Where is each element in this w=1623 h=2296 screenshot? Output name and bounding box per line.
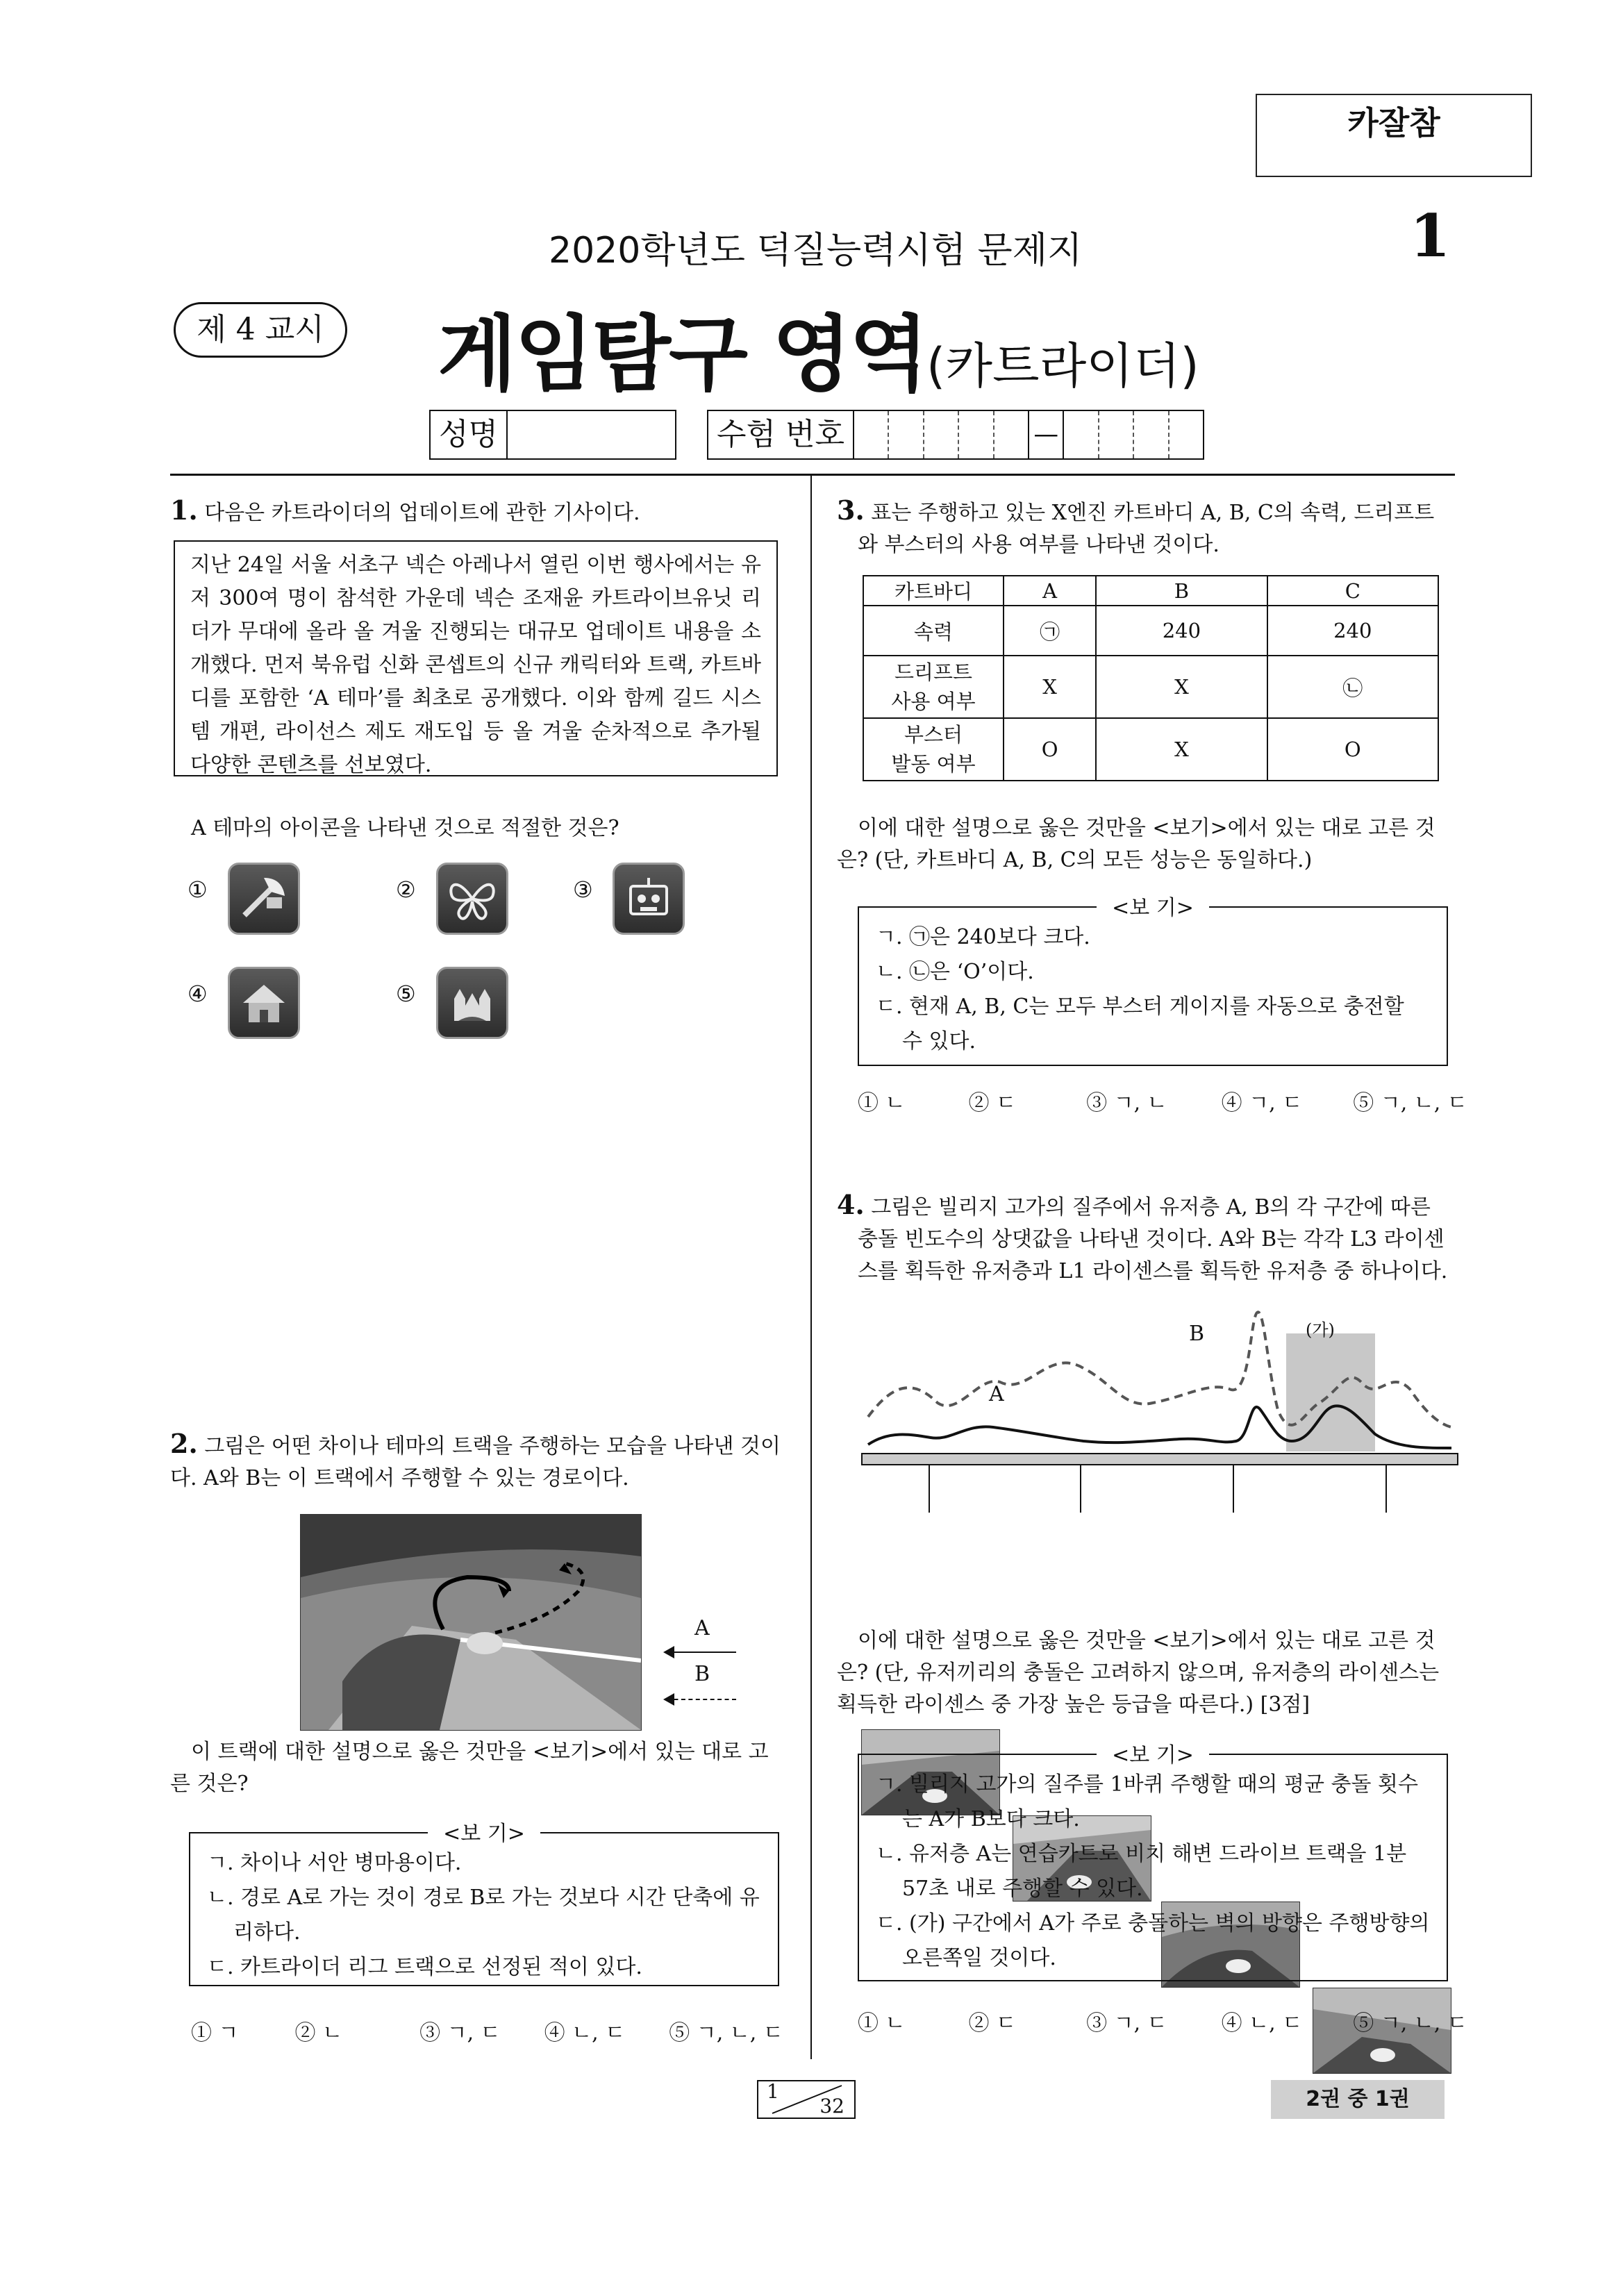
number-cell[interactable] <box>924 411 959 458</box>
subject-main: 게임탐구 영역 <box>438 306 927 402</box>
q2-item-1: ㄱ. 차이나 서안 병마용이다. <box>207 1851 462 1875</box>
top-right-badge: 카잘참 <box>1256 94 1532 177</box>
q3-stem: 3. 표는 주행하고 있는 X엔진 카트바디 A, B, C의 속력, 드리프트와 부스터의 사용 여부를 나타낸 것이다. <box>837 494 1435 557</box>
page-number: 1 <box>1410 201 1451 270</box>
answer-option[interactable]: ③ ㄱ, ㄴ <box>1086 1091 1167 1115</box>
answer-option[interactable]: ③ ㄱ, ㄷ <box>419 2021 501 2045</box>
q4-item-2: ㄴ. 유저층 A는 연습카트로 비치 해변 드라이브 트랙을 1분 57초 내로 주행할 수 있다. <box>876 1842 1407 1901</box>
q1-choice-4[interactable]: ④ <box>188 981 208 1007</box>
name-label: 성명 <box>431 411 508 458</box>
q3-answers <box>858 1085 1467 1116</box>
q1-choice-3[interactable]: ③ <box>573 876 593 903</box>
q2-item-3: ㄷ. 카트라이더 리그 트랙으로 선정된 적이 있다. <box>207 1955 642 1979</box>
exam-number-label: 수험 번호 <box>708 411 854 458</box>
name-field[interactable] <box>429 410 676 460</box>
answer-option[interactable]: ④ ㄴ, ㄷ <box>1221 2011 1303 2036</box>
page-total: 32 <box>819 2095 844 2118</box>
marker-line <box>929 1464 930 1513</box>
q2-bogi-box <box>189 1822 779 1986</box>
robot-icon[interactable] <box>613 863 685 935</box>
answer-option[interactable]: ② ㄷ <box>968 1091 1017 1115</box>
marker-line <box>1385 1464 1387 1513</box>
q2-track-screenshot <box>300 1514 642 1731</box>
marker-line <box>1233 1464 1234 1513</box>
number-cell[interactable] <box>959 411 994 458</box>
q4-item-3: ㄷ. (가) 구간에서 A가 주로 충돌하는 벽의 방향은 주행방향의 오른쪽일 것이다. <box>876 1911 1430 1970</box>
q2-item-2: ㄴ. 경로 A로 가는 것이 경로 B로 가는 것보다 시간 단축에 유리하다. <box>207 1886 760 1945</box>
number-cell[interactable] <box>854 411 889 458</box>
answer-option[interactable]: ① ㄴ <box>858 1091 906 1115</box>
number-cell[interactable] <box>1170 411 1203 458</box>
number-cell[interactable] <box>1134 411 1169 458</box>
q2-question: 이 트랙에 대한 설명으로 옳은 것만을 <보기>에서 있는 대로 고른 것은? <box>170 1740 769 1796</box>
table-row: 부스터 발동 여부 O X O <box>863 718 1438 781</box>
marker-line <box>1080 1464 1081 1513</box>
exam-number-field[interactable] <box>707 410 1204 460</box>
footer-page-indicator <box>757 2080 856 2119</box>
subject-title <box>438 288 1199 406</box>
table-row: 속력 ㉠ 240 240 <box>863 606 1438 656</box>
q2-answers <box>191 2015 783 2046</box>
castle-icon[interactable] <box>436 967 508 1039</box>
period-badge: 제 4 교시 <box>174 302 347 358</box>
answer-option[interactable]: ① ㄱ <box>191 2021 239 2045</box>
butterfly-icon[interactable] <box>436 863 508 935</box>
number-separator: — <box>1029 411 1064 458</box>
page-current: 1 <box>767 2080 779 2103</box>
subject-sub: (카트라이더) <box>926 338 1199 394</box>
q1-choice-5[interactable]: ⑤ <box>396 981 416 1007</box>
q4-bogi-box <box>858 1743 1448 1981</box>
name-input-area[interactable] <box>508 411 675 458</box>
q3-bogi-box <box>858 896 1448 1066</box>
q3-item-2: ㄴ. ㉡은 ‘O’이다. <box>876 960 1034 984</box>
answer-option[interactable]: ② ㄷ <box>968 2011 1017 2036</box>
q1-choice-1[interactable]: ① <box>188 876 208 903</box>
axe-icon[interactable] <box>228 863 300 935</box>
q2-bogi-title: <보 기> <box>435 1822 533 1846</box>
path-b-arrow <box>667 1699 736 1700</box>
exam-title: 2020학년도 덕질능력시험 문제지 <box>549 230 1083 272</box>
q2-stem: 2. 그림은 어떤 차이나 테마의 트랙을 주행하는 모습을 나타낸 것이다. A와 B는 이 트랙에서 주행할 수 있는 경로이다. <box>170 1428 781 1490</box>
q4-stem: 4. 그림은 빌리지 고가의 질주에서 유저층 A, B의 각 구간에 따른 충돌 빈도수의 상댓값을 나타낸 것이다. A와 B는 각각 L3 라이센스를 획득한 유저층과 L1 라이센스를 획득한 유저층 중 하나이다. <box>837 1189 1448 1283</box>
answer-option[interactable]: ④ ㄴ, ㄷ <box>544 2021 626 2045</box>
q3-bogi-title: <보 기> <box>1104 896 1202 920</box>
number-cell[interactable] <box>1064 411 1099 458</box>
q3-table <box>863 575 1439 781</box>
answer-option[interactable]: ② ㄴ <box>294 2021 343 2045</box>
q1-article: 지난 24일 서울 서초구 넥슨 아레나서 열린 이번 행사에서는 유저 300여 명이 참석한 가운데 넥슨 조재윤 카트라이브유닛 리더가 무대에 올라 올 겨울 진행되는 대규모 업데이트 내용을 소개했다. 먼저 북유럽 신화 콘셉트의 신규 캐릭터와 트랙, 카트바디를 포함한 ‘A 테마’를 최초로 공개했다. 이와 함께 길드 시스템 개편, 라이선스 제도 재도입 등 올 겨울 순차적으로 추가될 다양한 콘텐츠를 선보였다. <box>174 540 778 776</box>
q1-stem: 1. 다음은 카트라이더의 업데이트에 관한 기사이다. <box>170 494 640 526</box>
number-cell[interactable] <box>1099 411 1134 458</box>
answer-option[interactable]: ⑤ ㄱ, ㄴ, ㄷ <box>669 2021 783 2045</box>
arrow-head-icon <box>663 1693 674 1706</box>
header-divider <box>170 474 1455 476</box>
answer-option[interactable]: ⑤ ㄱ, ㄴ, ㄷ <box>1353 2011 1467 2036</box>
column-divider <box>810 476 812 2059</box>
q2-label-a: A <box>694 1616 710 1640</box>
arrow-head-icon <box>663 1646 674 1658</box>
answer-option[interactable]: ⑤ ㄱ, ㄴ, ㄷ <box>1353 1091 1467 1115</box>
footer-book-indicator: 2권 중 1권 <box>1271 2080 1445 2119</box>
q2-label-b: B <box>694 1662 710 1686</box>
q1-question: A 테마의 아이콘을 나타낸 것으로 적절한 것은? <box>191 816 619 840</box>
q1-choice-2[interactable]: ② <box>396 876 416 903</box>
path-a-arrow <box>667 1652 736 1653</box>
q4-question: 이에 대한 설명으로 옳은 것만을 <보기>에서 있는 대로 고른 것은? (단, 유저끼리의 충돌은 고려하지 않으며, 유저층의 라이센스는 획득한 라이센스 중 가장 높은 등급을 따른다.) [3점] <box>837 1629 1440 1717</box>
chart-label-b: B <box>1189 1322 1205 1346</box>
q3-item-3: ㄷ. 현재 A, B, C는 모두 부스터 게이지를 자동으로 충전할 수 있다. <box>876 995 1404 1054</box>
region-label: (가) <box>1306 1320 1335 1340</box>
q3-item-1: ㄱ. ㉠은 240보다 크다. <box>876 925 1090 949</box>
answer-option[interactable]: ④ ㄱ, ㄷ <box>1221 1091 1303 1115</box>
q3-question: 이에 대한 설명으로 옳은 것만을 <보기>에서 있는 대로 고른 것은? (단, 카트바디 A, B, C의 모든 성능은 동일하다.) <box>837 816 1435 872</box>
q4-answers <box>858 2006 1467 2036</box>
answer-option[interactable]: ① ㄴ <box>858 2011 906 2036</box>
q4-collision-chart <box>861 1306 1458 1458</box>
chart-label-a: A <box>989 1382 1004 1406</box>
number-cell[interactable] <box>889 411 924 458</box>
track-bar <box>861 1453 1458 1465</box>
region-highlight <box>1286 1333 1375 1451</box>
table-header-row: 카트바디 A B C <box>863 576 1438 606</box>
q4-item-1: ㄱ. 빌리지 고가의 질주를 1바퀴 주행할 때의 평균 충돌 횟수는 A가 B보다 크다. <box>876 1772 1418 1831</box>
table-row: 드리프트 사용 여부 X X ㉡ <box>863 656 1438 718</box>
number-cell[interactable] <box>994 411 1029 458</box>
q4-bogi-title: <보 기> <box>1104 1743 1202 1767</box>
answer-option[interactable]: ③ ㄱ, ㄷ <box>1086 2011 1167 2036</box>
village-icon[interactable] <box>228 967 300 1039</box>
